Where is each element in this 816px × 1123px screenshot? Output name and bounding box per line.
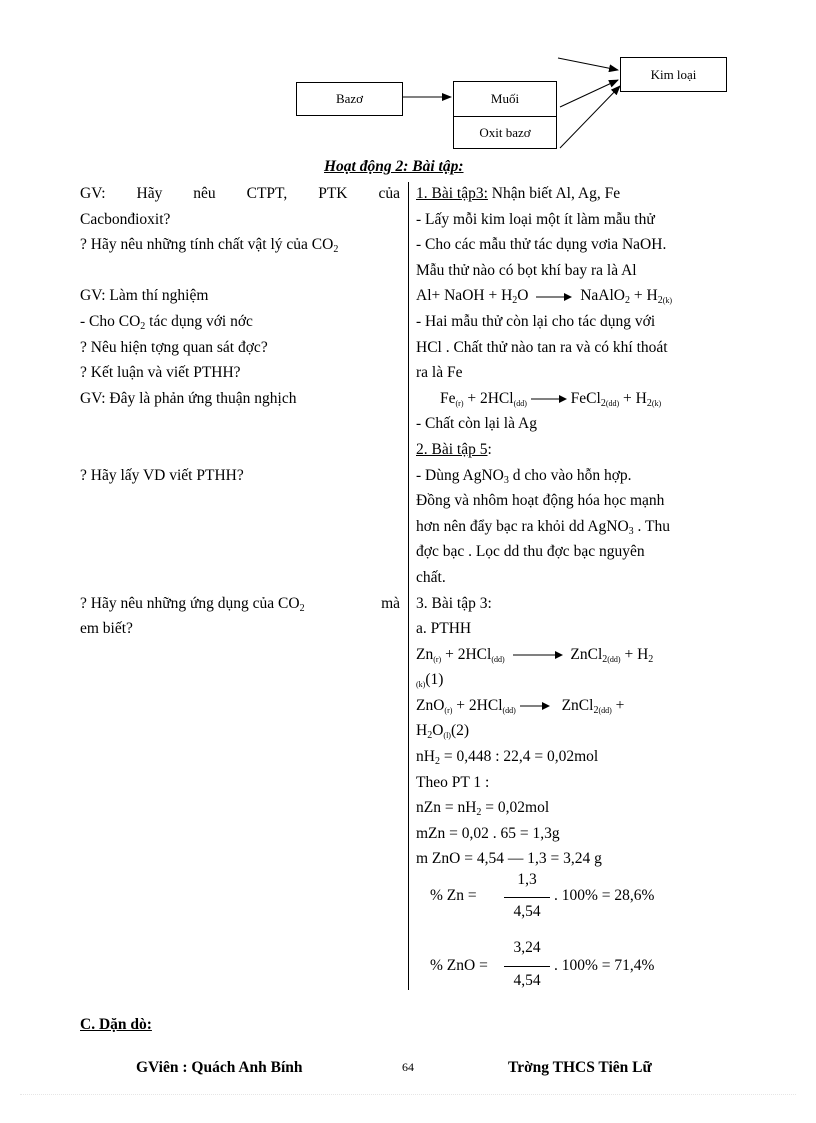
diagram-box-oxit-bazo: Oxit bazơ xyxy=(453,116,557,149)
right-line-20: $_{(k)}$(1) xyxy=(416,671,444,690)
left-line-blank xyxy=(80,258,400,284)
fraction-numerator: 3,24 xyxy=(513,939,541,956)
right-line-15: đợc bạc . Lọc dd thu đợc bạc nguyên xyxy=(416,543,645,561)
fraction-tail: . 100% = 71,4% xyxy=(554,957,655,974)
left-line-6: ? Nêu hiện tợng quan sát đợc? xyxy=(80,338,268,356)
right-line-18: a. PTHH xyxy=(416,620,472,638)
left-line-3: ? Hãy nêu những tính chất vật lý của $CO_2$ xyxy=(80,236,339,256)
reaction-arrow xyxy=(520,701,550,711)
right-line-24: Theo PT 1 : xyxy=(416,773,490,791)
right-line-10: - Chất còn lại là Ag xyxy=(416,415,537,433)
right-line-2: - Lấy mỗi kim loại một ít làm mẫu thử xyxy=(416,210,655,228)
right-line-7: HCl . Chất thử nào tan ra và có khí thoát xyxy=(416,338,668,356)
right-line-23: $nH_2 = 0,448$ : 22,4 = 0,02mol xyxy=(416,748,599,768)
footer-school: Trờng THCS Tiên Lữ xyxy=(508,1059,652,1076)
fraction-label: % Zn = xyxy=(430,887,477,904)
left-column xyxy=(80,181,400,642)
left-line-7: ? Kết luận và viết PTHH? xyxy=(80,364,241,382)
equation-fe: $Fe_{(r)} + 2HCl_{(dd)}$ FeCl$_{2(dd)}$ + $H_{2(k)}$ xyxy=(440,389,662,409)
fraction-bar xyxy=(504,966,550,967)
diagram-box-bazo: Bazơ xyxy=(296,82,403,116)
right-line-22: $H_2O_{(l)}(2)$ xyxy=(416,722,470,742)
reaction-arrow xyxy=(534,292,574,302)
fraction-bar xyxy=(504,897,550,898)
right-line-14: hơn nên đẩy bạc ra khỏi dd AgNO$_3$ . Thu xyxy=(416,517,670,537)
right-line-13: Đồng và nhôm hoạt động hóa học mạnh xyxy=(416,492,665,510)
page-bottom-rule xyxy=(20,1094,796,1095)
left-line-11: em biết? xyxy=(80,620,133,638)
arrow-muoi-to-kim-loai xyxy=(560,80,618,107)
fraction-label: % ZnO = xyxy=(430,957,488,974)
right-line-3: - Cho các mẫu thử tác dụng vơia NaOH. xyxy=(416,236,667,254)
fraction-numerator: 1,3 xyxy=(517,871,537,888)
equation-al: Al+ NaOH + $H_2O$ NaAlO$_2$ + $H_{2(k)}$ xyxy=(416,287,673,307)
fraction-denominator: 4,54 xyxy=(513,972,541,989)
right-line-17: 3. Bài tập 3: xyxy=(416,594,492,612)
right-line-12: - Dùng AgNO$_3$ d cho vào hỗn hợp. xyxy=(416,466,632,486)
diagram-arrows xyxy=(0,0,816,170)
section-c-heading: C. Dặn dò: xyxy=(80,1016,152,1033)
right-line-26: mZn = 0,02 . 65 = 1,3g xyxy=(416,824,560,842)
fraction-denominator: 4,54 xyxy=(513,903,541,920)
right-line-16: chất. xyxy=(416,568,446,586)
reaction-arrow xyxy=(531,394,567,404)
footer-page-number: 64 xyxy=(402,1060,414,1074)
right-line-8: ra là Fe xyxy=(416,364,463,382)
column-divider xyxy=(408,182,409,990)
diagram-box-muoi: Muối xyxy=(453,81,557,117)
footer-teacher: GViên : Quách Anh Bính xyxy=(136,1059,303,1076)
arrow-top-to-kim-loai xyxy=(558,58,618,70)
right-column xyxy=(416,181,742,872)
equation-zno: ZnO$_{(r)}$ + 2HCl$_{(dd)}$ ZnCl$_{2(dd)}$ + xyxy=(416,696,625,716)
left-line-2: Cacbonđioxit? xyxy=(80,210,171,228)
left-line-1: GV: Hãy nêu CTPT, PTK của xyxy=(80,185,400,202)
right-line-4: Mẫu thử nào có bọt khí bay ra là Al xyxy=(416,261,637,279)
diagram-box-kim-loai: Kim loại xyxy=(620,57,727,92)
left-line-9: ? Hãy lấy VD viết PTHH? xyxy=(80,466,244,484)
left-line-5: - Cho $CO_2$ tác dụng với nớc xyxy=(80,312,253,332)
right-line-11: 2. Bài tập 5: xyxy=(416,440,492,458)
right-line-6: - Hai mẫu thử còn lại cho tác dụng với xyxy=(416,312,656,330)
equation-zn: $Zn_{(r)} + 2HCl_{(dd)}$ ZnCl$_{2(dd)}$ + $H_2$ xyxy=(416,645,654,665)
section-heading: Hoạt động 2: Bài tập: xyxy=(324,158,464,175)
left-line-4: GV: Làm thí nghiệm xyxy=(80,287,209,305)
fraction-tail: . 100% = 28,6% xyxy=(554,887,655,904)
right-line-1: 1. Bài tập3: Nhận biết Al, Ag, Fe xyxy=(416,185,621,202)
left-line-8: GV: Đây là phản ứng thuận nghịch xyxy=(80,389,297,407)
arrow-oxit-to-kim-loai xyxy=(560,86,620,148)
reaction-arrow xyxy=(513,650,563,660)
left-line-10: ? Hãy nêu những ứng dụng của $CO_2$ mà xyxy=(80,594,400,614)
right-line-27: m ZnO = 4,54 — 1,3 = 3,24 g xyxy=(416,850,602,868)
right-line-25: nZn = $nH_2 = 0,02mol$ xyxy=(416,799,550,819)
